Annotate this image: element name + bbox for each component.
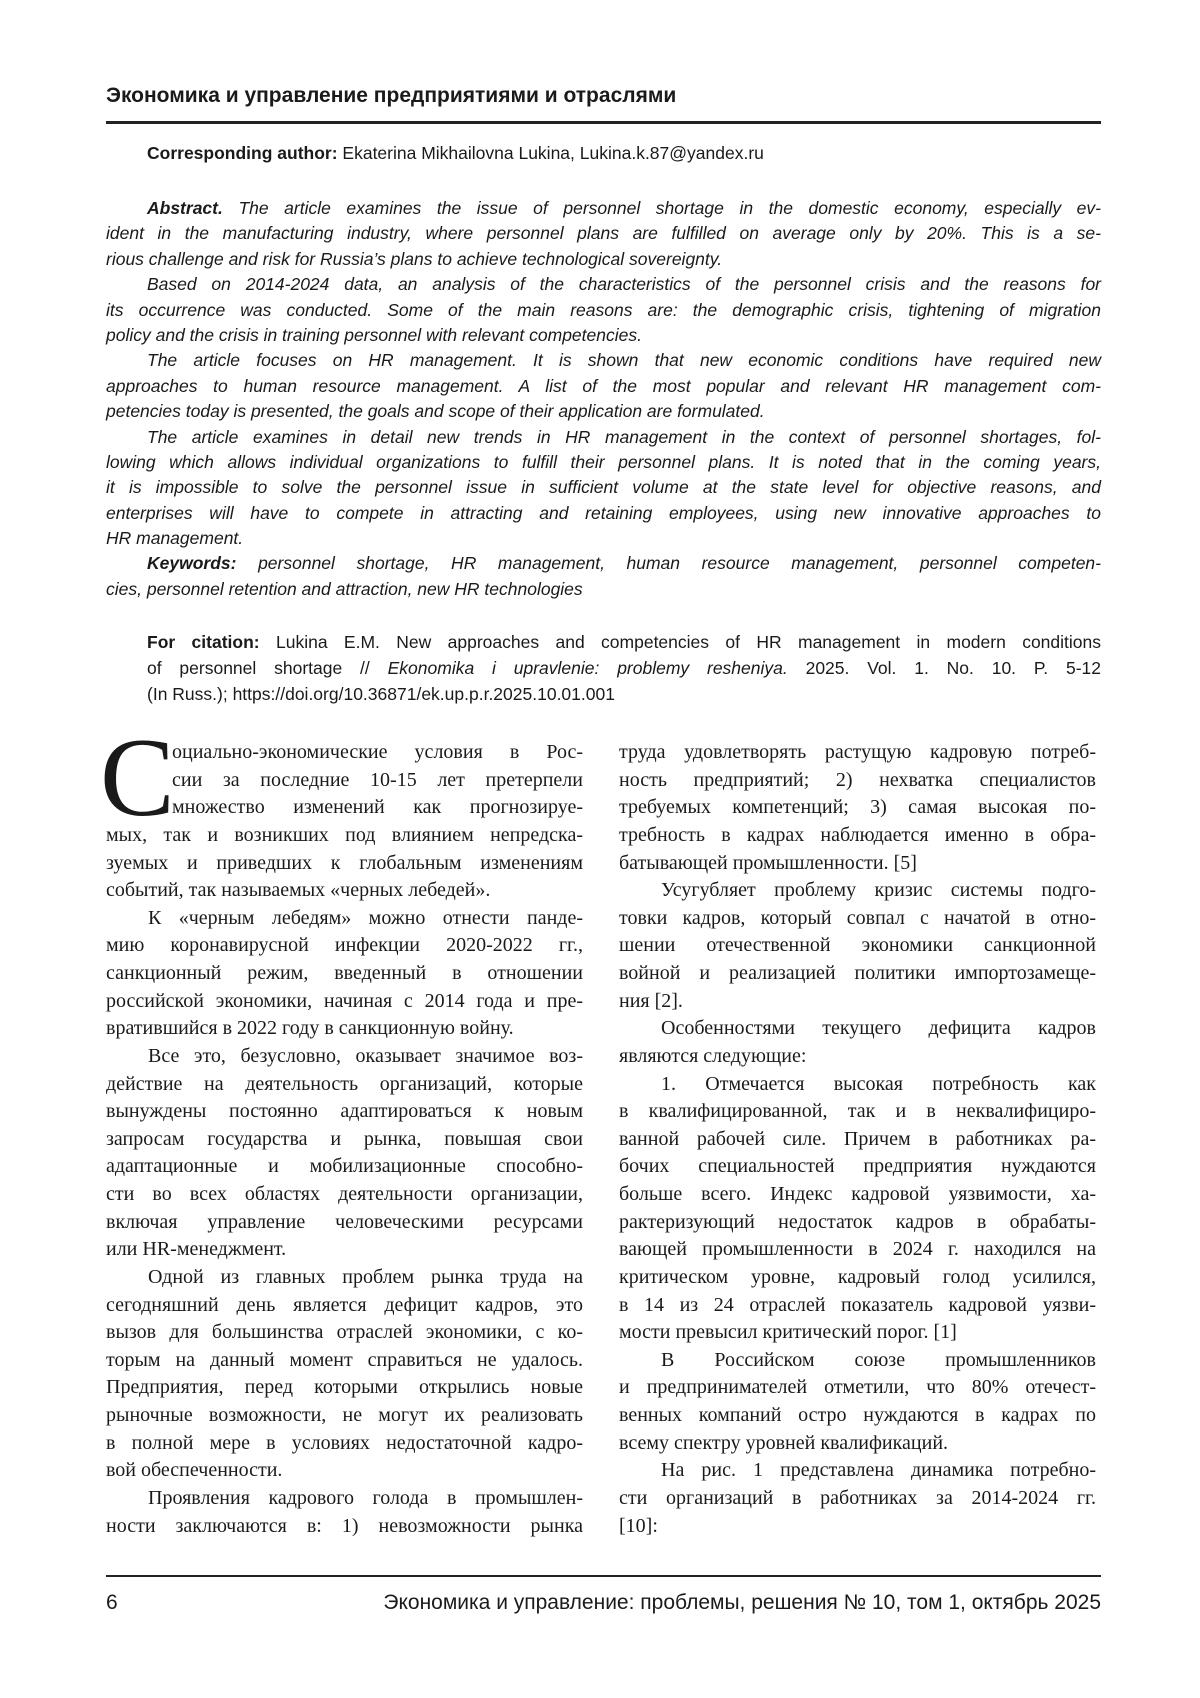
abstract-line [106,475,1101,500]
abstract [106,196,1101,602]
abstract-text: enterprises will have to compete in attracting and retaining employees, using new innovative approaches to [106,503,1101,523]
abstract-label: Abstract. [147,198,223,218]
abstract-line [106,501,1101,526]
body-column-right [619,739,1096,1540]
body-line: в 14 из 24 отраслей показатель кадровой уязви- [619,1292,1096,1320]
body-line: войной и реализацией политики импортозамеще- [619,960,1096,988]
body-line: Все это, безусловно, оказывает значимое воз- [106,1043,583,1071]
body-line: оциально-экономические условия в Рос- [106,739,583,767]
abstract-text: cies, personnel retention and attraction, new HR technologies [106,579,583,599]
page-number: 6 [106,1591,118,1615]
abstract-line [106,221,1101,246]
body-line: Усугубляет проблему кризис системы подго- [619,877,1096,905]
body-line: торым на данный момент справиться не удалось. [106,1347,583,1375]
abstract-line [106,247,1101,272]
body-line: Особенностями текущего дефицита кадров [619,1015,1096,1043]
body-line: товки кадров, который совпал с начатой в отно- [619,905,1096,933]
body-line: К «черным лебедям» можно отнести панде- [106,905,583,933]
body-line: в полной мере в условиях недостаточной кадро- [106,1430,583,1458]
abstract-line [106,399,1101,424]
abstract-text: The article examines in detail new trends in HR management in the context of personnel shortages, fol- [147,427,1101,447]
abstract-text: HR management. [106,528,243,548]
body-line: вызов для большинства отраслей экономики, с ко- [106,1319,583,1347]
corresponding-author [147,143,764,164]
body-line: и предпринимателей отметили, что 80% отечест- [619,1374,1096,1402]
author-value: Ekaterina Mikhailovna Lukina, Lukina.k.87@yandex.ru [338,143,764,163]
body-column-left [106,739,583,1540]
drop-cap: С [100,722,175,834]
abstract-line [106,450,1101,475]
body-line: На рис. 1 представлена динамика потребно- [619,1457,1096,1485]
body-line: действие на деятельность организаций, которые [106,1071,583,1099]
body-line: В Российском союзе промышленников [619,1347,1096,1375]
body-line: бочих специальностей предприятия нуждаются [619,1153,1096,1181]
body-line: мости превысил критический порог. [1] [619,1319,1096,1347]
body-line: больше всего. Индекс кадровой уязвимости, ха- [619,1181,1096,1209]
citation-text: 2025. Vol. 1. No. 10. P. 5-12 [788,658,1101,678]
body-line: Предприятия, перед которыми открылись новые [106,1374,583,1402]
abstract-line [106,551,1101,576]
abstract-line [106,323,1101,348]
abstract-text: lowing which allows individual organizations to fulfill their personnel plans. It is noted that in the coming years, [106,452,1101,472]
citation-line [147,681,1101,707]
abstract-text: it is impossible to solve the personnel issue in sufficient volume at the state level for objective reasons, and [106,477,1101,497]
body-line: в квалифицированной, так и в неквалифициро- [619,1098,1096,1126]
body-line: труда удовлетворять растущую кадровую потреб- [619,739,1096,767]
body-line: включая управление человеческими ресурсами [106,1209,583,1237]
body-line: являются следующие: [619,1043,1096,1071]
body-line: Проявления кадрового голода в промышлен- [106,1485,583,1513]
body-line: или HR-менеджмент. [106,1236,583,1264]
body-line: рактеризующий недостаток кадров в обрабаты- [619,1209,1096,1237]
abstract-line [106,425,1101,450]
abstract-line [106,196,1101,221]
citation-journal: Ekonomika i upravlenie: problemy resheniya. [388,658,788,678]
body-line: требность в кадрах наблюдается именно в обра- [619,822,1096,850]
body-line: вынуждены постоянно адаптироваться к новым [106,1098,583,1126]
body-line: ния [2]. [619,988,1096,1016]
abstract-text: its occurrence was conducted. Some of the main reasons are: the demographic crisis, tightening of migration [106,300,1101,320]
body-line: событий, так называемых «черных лебедей». [106,877,583,905]
body-line: всему спектру уровней квалификаций. [619,1430,1096,1458]
body-line: вратившийся в 2022 году в санкционную войну. [106,1015,583,1043]
abstract-text: The article focuses on HR management. It is shown that new economic conditions have required new [147,350,1101,370]
section-title: Экономика и управление предприятиями и отраслями [106,84,676,108]
abstract-line [106,298,1101,323]
abstract-label: Keywords: [147,553,236,573]
abstract-line [106,348,1101,373]
citation [147,629,1101,707]
body-line: сии за последние 10-15 лет претерпели [106,767,583,795]
abstract-text: petencies today is presented, the goals and scope of their application are formulated. [106,401,765,421]
citation-doi[interactable]: (In Russ.); https://doi.org/10.36871/ek.up.p.r.2025.10.01.001 [147,684,615,704]
abstract-text: Based on 2014-2024 data, an analysis of the characteristics of the personnel crisis and the reasons for [147,274,1101,294]
body-line: требуемых компетенций; 3) самая высокая по- [619,794,1096,822]
body-line: [10]: [619,1513,1096,1541]
abstract-line [106,374,1101,399]
abstract-line [106,577,1101,602]
body-line: сегодняшний день является дефицит кадров, это [106,1292,583,1320]
abstract-text: rious challenge and risk for Russia’s plans to achieve technological sovereignty. [106,249,722,269]
body-line: батывающей промышленности. [5] [619,850,1096,878]
body-line: ности заключаются в: 1) невозможности рынка [106,1513,583,1541]
body-line: зуемых и приведших к глобальным изменениям [106,850,583,878]
body-line: вающей промышленности в 2024 г. находился на [619,1236,1096,1264]
abstract-text: policy and the crisis in training personnel with relevant competencies. [106,325,642,345]
body-line: сти организаций в работниках за 2014-2024 гг. [619,1485,1096,1513]
citation-line [147,655,1101,681]
body-line: Одной из главных проблем рынка труда на [106,1264,583,1292]
citation-text: of personnel shortage // [147,658,388,678]
citation-label: For citation: [147,632,260,652]
body-line: ванной рабочей силе. Причем в работниках ра- [619,1126,1096,1154]
citation-line [147,629,1101,655]
body-line: рыночные возможности, не могут их реализовать [106,1402,583,1430]
abstract-text: approaches to human resource management. A list of the most popular and relevant HR management com- [106,376,1101,396]
abstract-text: personnel shortage, HR management, human resource management, personnel competen- [258,553,1101,573]
abstract-text: ident in the manufacturing industry, where personnel plans are fulfilled on average only by 20%. This is a se- [106,223,1101,243]
body-line: запросам государства и рынка, повышая свои [106,1126,583,1154]
author-label: Corresponding author: [147,143,338,163]
body-line: венных компаний остро нуждаются в кадрах по [619,1402,1096,1430]
abstract-line [106,272,1101,297]
body-line: санкционный режим, введенный в отношении [106,960,583,988]
body-line: адаптационные и мобилизационные способно- [106,1153,583,1181]
body-line: мых, так и возникших под влиянием непредска- [106,822,583,850]
body-line: мию коронавирусной инфекции 2020-2022 гг., [106,932,583,960]
footer-divider [106,1575,1101,1577]
body-line: российской экономики, начиная с 2014 года и пре- [106,988,583,1016]
body-line: сти во всех областях деятельности организации, [106,1181,583,1209]
citation-text: Lukina E.M. New approaches and competencies of HR management in modern conditions [276,632,1101,652]
body-line: ность предприятий; 2) нехватка специалистов [619,767,1096,795]
body-line: шении отечественной экономики санкционной [619,932,1096,960]
abstract-text: The article examines the issue of personnel shortage in the domestic economy, especially ev- [238,198,1101,218]
body-line: множество изменений как прогнозируе- [106,794,583,822]
abstract-line [106,526,1101,551]
journal-issue: Экономика и управление: проблемы, решения № 10, том 1, октябрь 2025 [383,1591,1101,1615]
body-line: 1. Отмечается высокая потребность как [619,1071,1096,1099]
body-line: критическом уровне, кадровый голод усилился, [619,1264,1096,1292]
header-divider [106,121,1101,124]
body-line: вой обеспеченности. [106,1457,583,1485]
